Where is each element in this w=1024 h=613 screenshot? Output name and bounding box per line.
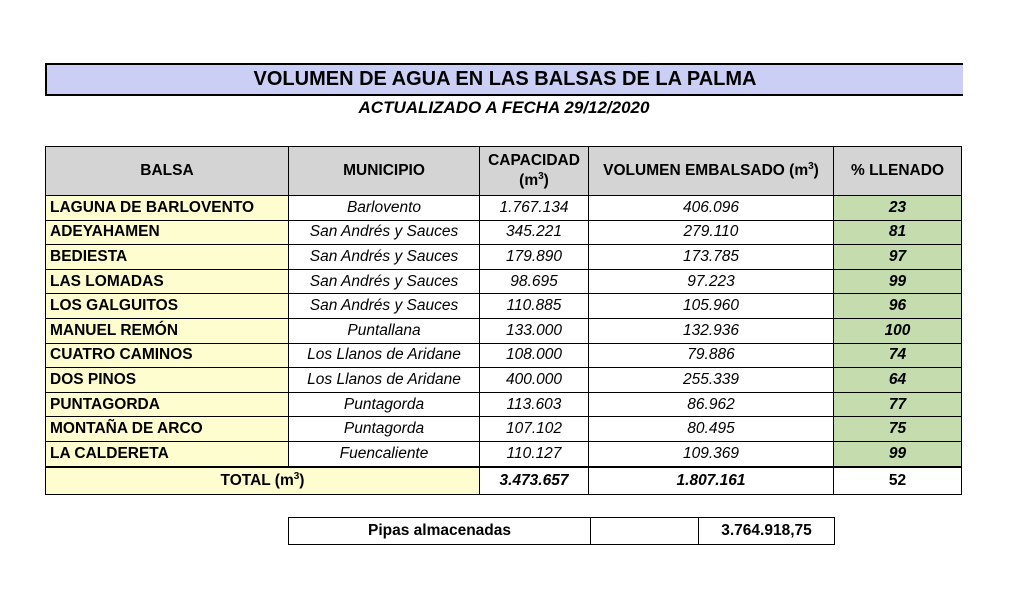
cell-balsa: BEDIESTA	[46, 245, 289, 270]
total-llenado: 52	[834, 467, 962, 495]
table-row	[46, 245, 962, 270]
header-volumen-exp: 3	[808, 160, 814, 172]
table-row	[46, 294, 962, 319]
pipas-spacer	[591, 518, 699, 545]
cell-capacidad: 110.885	[480, 294, 589, 319]
cell-capacidad: 110.127	[480, 441, 589, 466]
header-municipio: MUNICIPIO	[289, 147, 480, 196]
cell-municipio: San Andrés y Sauces	[289, 294, 480, 319]
total-capacidad: 3.473.657	[480, 467, 589, 495]
cell-balsa: LAS LOMADAS	[46, 269, 289, 294]
cell-capacidad: 98.695	[480, 269, 589, 294]
total-label-text: TOTAL (m	[220, 471, 294, 489]
cell-municipio: Fuencaliente	[289, 441, 480, 466]
cell-municipio: Los Llanos de Aridane	[289, 343, 480, 368]
cell-llenado: 99	[834, 269, 962, 294]
pipas-table	[288, 517, 835, 545]
cell-municipio: San Andrés y Sauces	[289, 245, 480, 270]
total-row	[46, 467, 962, 495]
cell-balsa: ADEYAHAMEN	[46, 220, 289, 245]
table-row	[46, 343, 962, 368]
cell-capacidad: 1.767.134	[480, 196, 589, 221]
cell-volumen: 406.096	[589, 196, 834, 221]
header-volumen-label: VOLUMEN EMBALSADO (m	[603, 162, 809, 179]
cell-capacidad: 108.000	[480, 343, 589, 368]
table-row	[46, 417, 962, 442]
table-row	[46, 441, 962, 466]
header-capacidad-close: )	[543, 172, 549, 189]
total-label	[46, 467, 480, 495]
cell-llenado: 99	[834, 441, 962, 466]
header-capacidad-exp: 3	[538, 170, 544, 182]
cell-municipio: Puntagorda	[289, 392, 480, 417]
cell-municipio: Los Llanos de Aridane	[289, 368, 480, 393]
header-volumen-close: )	[813, 162, 819, 179]
cell-llenado: 64	[834, 368, 962, 393]
page-subtitle: ACTUALIZADO A FECHA 29/12/2020	[358, 98, 650, 117]
cell-volumen: 80.495	[589, 417, 834, 442]
cell-llenado: 23	[834, 196, 962, 221]
header-capacidad-label: CAPACIDAD	[488, 152, 580, 169]
table-row	[46, 392, 962, 417]
pipas-label: Pipas almacenadas	[289, 518, 591, 545]
cell-municipio: San Andrés y Sauces	[289, 220, 480, 245]
cell-capacidad: 400.000	[480, 368, 589, 393]
header-capacidad	[480, 147, 589, 196]
cell-balsa: LOS GALGUITOS	[46, 294, 289, 319]
cell-municipio: San Andrés y Sauces	[289, 269, 480, 294]
cell-capacidad: 345.221	[480, 220, 589, 245]
total-volumen: 1.807.161	[589, 467, 834, 495]
cell-balsa: DOS PINOS	[46, 368, 289, 393]
table-header-row	[46, 147, 962, 196]
cell-balsa: CUATRO CAMINOS	[46, 343, 289, 368]
cell-volumen: 97.223	[589, 269, 834, 294]
cell-capacidad: 179.890	[480, 245, 589, 270]
header-volumen	[589, 147, 834, 196]
cell-volumen: 132.936	[589, 318, 834, 343]
header-capacidad-unit: (m	[519, 172, 539, 189]
cell-municipio: Puntallana	[289, 318, 480, 343]
cell-volumen: 109.369	[589, 441, 834, 466]
cell-capacidad: 133.000	[480, 318, 589, 343]
cell-municipio: Barlovento	[289, 196, 480, 221]
header-llenado: % LLENADO	[834, 147, 962, 196]
cell-balsa: MONTAÑA DE ARCO	[46, 417, 289, 442]
cell-llenado: 100	[834, 318, 962, 343]
reservoir-table	[45, 146, 962, 495]
cell-capacidad: 113.603	[480, 392, 589, 417]
cell-llenado: 81	[834, 220, 962, 245]
cell-balsa: PUNTAGORDA	[46, 392, 289, 417]
cell-llenado: 96	[834, 294, 962, 319]
header-balsa: BALSA	[46, 147, 289, 196]
table-row	[46, 220, 962, 245]
pipas-value: 3.764.918,75	[699, 518, 835, 545]
cell-balsa: LAGUNA DE BARLOVENTO	[46, 196, 289, 221]
cell-volumen: 173.785	[589, 245, 834, 270]
cell-llenado: 75	[834, 417, 962, 442]
cell-balsa: LA CALDERETA	[46, 441, 289, 466]
cell-llenado: 97	[834, 245, 962, 270]
cell-volumen: 86.962	[589, 392, 834, 417]
pipas-row	[289, 518, 835, 545]
total-label-close: )	[299, 471, 305, 489]
cell-balsa: MANUEL REMÓN	[46, 318, 289, 343]
cell-llenado: 74	[834, 343, 962, 368]
cell-volumen: 79.886	[589, 343, 834, 368]
cell-volumen: 105.960	[589, 294, 834, 319]
table-row	[46, 368, 962, 393]
cell-municipio: Puntagorda	[289, 417, 480, 442]
page-title: VOLUMEN DE AGUA EN LAS BALSAS DE LA PALMA	[45, 63, 963, 96]
table-row	[46, 196, 962, 221]
cell-volumen: 255.339	[589, 368, 834, 393]
cell-capacidad: 107.102	[480, 417, 589, 442]
table-row	[46, 269, 962, 294]
table-row	[46, 318, 962, 343]
cell-volumen: 279.110	[589, 220, 834, 245]
cell-llenado: 77	[834, 392, 962, 417]
total-label-exp: 3	[293, 470, 300, 482]
